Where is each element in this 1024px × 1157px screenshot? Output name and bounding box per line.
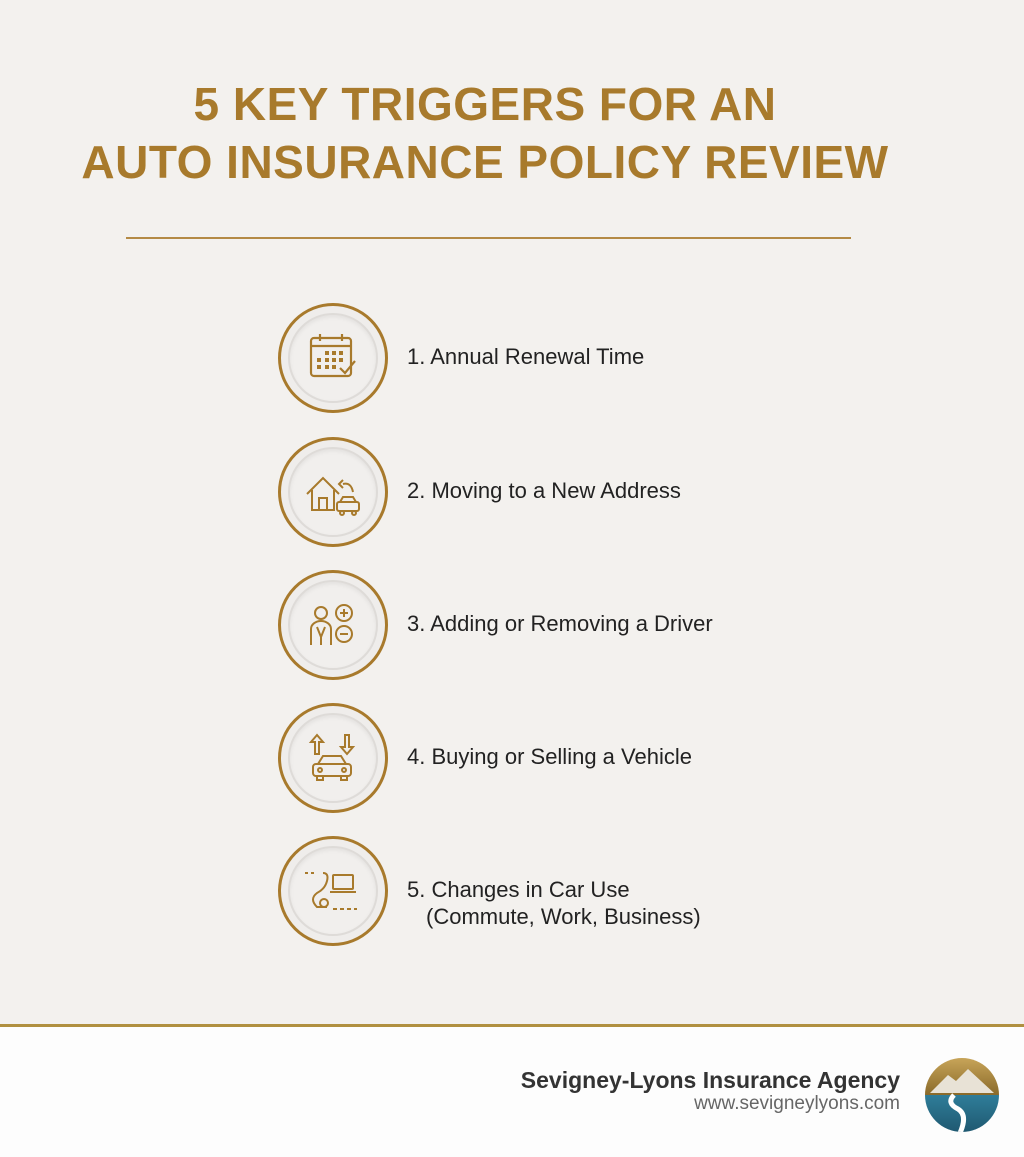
footer [0,1024,1024,1157]
trigger-label: 3. Adding or Removing a Driver [407,611,713,636]
icon-badge [278,836,388,946]
house-car-icon [303,462,363,522]
trigger-label: 1. Annual Renewal Time [407,344,645,369]
trigger-label: 2. Moving to a New Address [407,478,681,503]
route-laptop-icon [303,861,363,921]
icon-badge [278,437,388,547]
calendar-check-icon [303,328,363,388]
company-logo-icon [924,1057,1000,1133]
trigger-item-3 [278,570,878,680]
title-line-1: 5 KEY TRIGGERS FOR AN [193,78,777,130]
icon-badge [278,570,388,680]
trigger-item-4 [278,703,878,813]
trigger-label: 5. Changes in Car Use [407,877,630,902]
icon-badge [278,703,388,813]
company-url[interactable]: www.sevigneylyons.com [694,1093,900,1114]
trigger-sublabel: (Commute, Work, Business) [426,904,701,929]
driver-plus-minus-icon [303,595,363,655]
title-line-2: AUTO INSURANCE POLICY REVIEW [81,136,889,188]
title-divider [126,237,851,239]
trigger-item-1 [278,303,878,413]
trigger-item-2 [278,437,878,547]
icon-badge [278,303,388,413]
car-arrows-icon [303,728,363,788]
company-name: Sevigney-Lyons Insurance Agency [520,1067,900,1093]
trigger-label: 4. Buying or Selling a Vehicle [407,744,692,769]
trigger-item-5 [278,836,878,946]
